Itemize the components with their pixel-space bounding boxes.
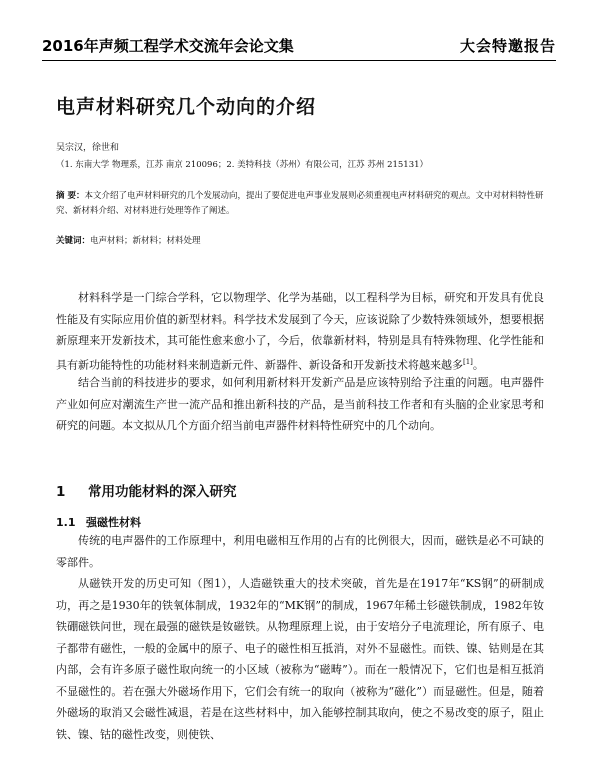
abstract — [56, 189, 550, 219]
header-rule — [42, 60, 556, 61]
citation-ref: [1] — [463, 357, 473, 366]
subsection-heading-1-1 — [56, 514, 141, 530]
paragraph-magnet-history: 从磁铁开发的历史可知（图1），人造磁铁重大的技术突破，首先是在1917年“KS钢”的研制成功，再之是1930年的铁氧体制成，1932年的“MK钢”的制成，1967年稀土钐磁铁制成，1982年钕铁硼磁铁问世，现在最强的磁铁是钕磁铁。从物理原理上说，由于安培分子电流理论，所有原子、电子都带有磁性，一般的金属中的原子、电子的磁性相互抵消，对外不显磁性。而铁、镍、钴则是在其内部，会有许多原子磁性取向统一的小区域（被称为“磁畴”）。而在一般情况下，它们也是相互抵消不显磁性的。若在强大外磁场作用下，它们会有统一的取向（被称为“磁化”）而显磁性。但是，随着外磁场的取消又会磁性减退，若是在这些材料中，加入能够控制其取向，使之不易改变的原子，阻止铁、镍、钴的磁性改变，则使铁、 — [56, 577, 544, 741]
paragraph-intro-end: 。 — [472, 358, 484, 372]
paragraph-scope: 结合当前的科技进步的要求，如何利用新材料开发新产品是应该特别给予注重的问题。电声器件产业如何应对潮流生产世一流产品和推出新科技的产品，是当前科技工作者和有头脑的企业家思考和研究的问题。本文拟从几个方面介绍当前电声器件材料特性研究中的几个动向。 — [56, 376, 544, 432]
authors: 吴宗汉，徐世和 — [56, 143, 120, 153]
paragraph-intro-text: 材料科学是一门综合学科，它以物理学、化学为基础，以工程科学为目标，研究和开发具有优良性能及有实际应用价值的新型材料。科学技术发展到了今天，应该说除了少数特殊领域外，想要根据新原理来开发新技术，其可能性愈来愈小了，今后，依靠新材料，特别是具有特殊物理、化学性能和具有新功能特性的功能材料来制造新元件、新器件、新设备和开发新技术将越来越多 — [56, 291, 544, 372]
section-title: 常用功能材料的深入研究 — [88, 484, 237, 500]
abstract-text: 本文介绍了电声材料研究的几个发展动向，提出了要促进电声事业发展则必须重视电声材料研究的观点。文中对材料特性研究、新材料介绍、对材料进行处理等作了阐述。 — [56, 191, 544, 216]
section-heading-1 — [56, 480, 237, 500]
header-proceedings-title: 2016年声频工程学术交流年会论文集 — [42, 37, 294, 55]
paragraph-intro — [56, 287, 544, 376]
abstract-label: 摘 要： — [56, 191, 85, 201]
paper-title: 电声材料研究几个动向的介绍 — [56, 96, 317, 118]
header-report-type: 大会特邀报告 — [459, 37, 556, 55]
subsection-number: 1.1 — [56, 516, 76, 529]
keywords-text: 电声材料；新材料；材料处理 — [90, 236, 201, 246]
running-header — [42, 30, 556, 56]
paragraph-magnets-intro: 传统的电声器件的工作原理中，利用电磁相互作用的占有的比例很大，因而，磁铁是必不可缺的零部件。 — [56, 534, 544, 569]
keywords-label: 关键词： — [56, 236, 91, 246]
keywords — [56, 234, 201, 246]
affiliation: （1. 东南大学 物理系，江苏 南京 210096；2. 美特科技（苏州）有限公司，江苏 苏州 215131） — [56, 160, 429, 170]
subsection-title: 强磁性材料 — [86, 516, 141, 529]
section-number: 1 — [56, 484, 66, 500]
